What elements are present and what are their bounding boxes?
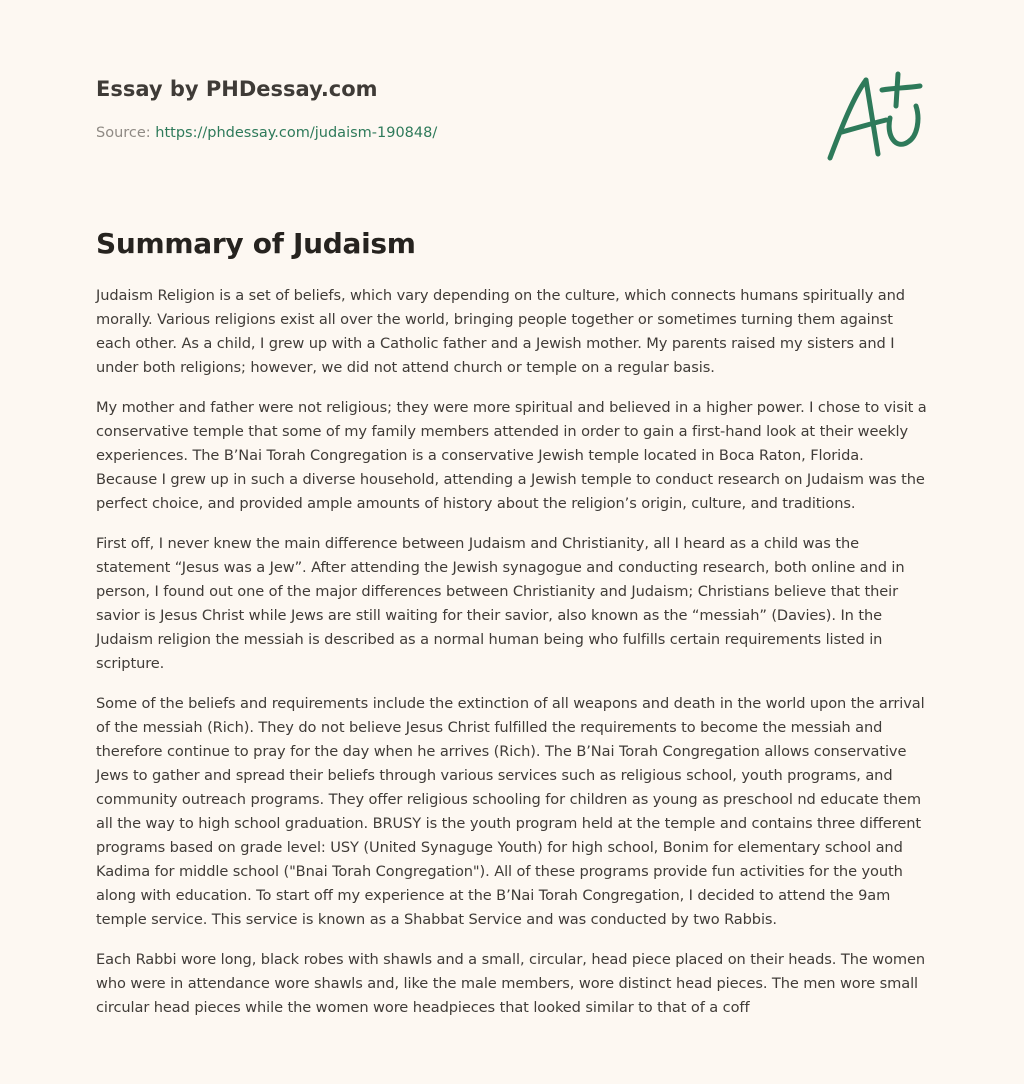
paragraph: Each Rabbi wore long, black robes with shawls and a small, circular, head piece placed on their heads. The women who were in attendance wore shawls and, like the male members, wore distinct head pieces. The men wore small circular head pieces while the women wore headpieces that looked similar to that of a coff [96,951,926,1016]
essay-body [96,284,928,1036]
paragraph: First off, I never knew the main difference between Judaism and Christianity, all I heard as a child was the statement “Jesus was a Jew”. After attending the Jewish synagogue and conducting research, both online and in person, I found out one of the major differences between Christianity and Judaism; Christians believe that their savior is Jesus Christ while Jews are still waiting for their savior, also known as the “messiah” (Davies). In the Judaism religion the messiah is described as a normal human being who fulfills certain requirements listed in scripture. [96,535,905,672]
paragraph: My mother and father were not religious; they were more spiritual and believed in a higher power. I chose to visit a conservative temple that some of my family members attended in order to gain a first-hand look at their weekly experiences. The B’Nai Torah Congregation is a conservative Jewish temple located in Boca Raton, Florida. Because I grew up in such a diverse household, attending a Jewish temple to conduct research on Judaism was the perfect choice, and provided ample amounts of history about the religion’s origin, culture, and traditions. [96,399,927,512]
source-link[interactable]: https://phdessay.com/judaism-190848/ [155,125,438,141]
a-plus-logo-icon [820,66,930,166]
source-line [96,123,796,143]
site-title: Essay by PHDessay.com [96,77,378,101]
header [96,74,796,143]
paragraph: Judaism Religion is a set of beliefs, which vary depending on the culture, which connects humans spiritually and morally. Various religions exist all over the world, bringing people together or sometimes turning them against each other. As a child, I grew up with a Catholic father and a Jewish mother. My parents raised my sisters and I under both religions; however, we did not attend church or temple on a regular basis. [96,287,905,376]
paragraph: Some of the beliefs and requirements include the extinction of all weapons and death in the world upon the arrival of the messiah (Rich). They do not believe Jesus Christ fulfilled the requirements to become the messiah and therefore continue to pray for the day when he arrives (Rich). The B’Nai Torah Congregation allows conservative Jews to gather and spread their beliefs through various services such as religious school, youth programs, and community outreach programs. They offer religious schooling for children as young as preschool nd educate them all the way to high school graduation. BRUSY is the youth program held at the temple and contains three different programs based on grade level: USY (United Synaguge Youth) for high school, Bonim for elementary school and Kadima for middle school ("Bnai Torah Congregation"). All of these programs provide fun activities for the youth along with education. To start off my experience at the B’Nai Torah Congregation, I decided to attend the 9am temple service. This service is known as a Shabbat Service and was conducted by two Rabbis. [96,695,925,928]
essay-title: Summary of Judaism [96,227,416,260]
source-label: Source: [96,125,156,141]
